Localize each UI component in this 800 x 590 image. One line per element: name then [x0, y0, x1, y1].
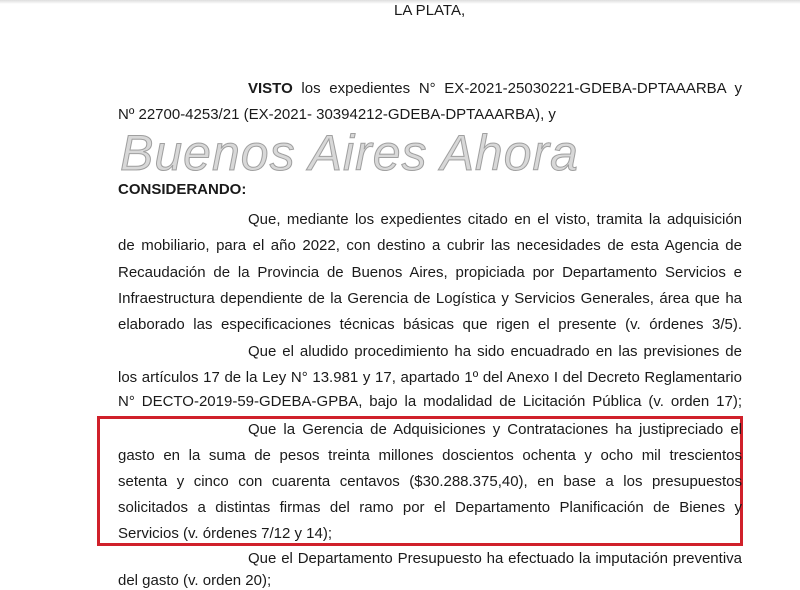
- highlighted-line: Servicios (v. órdenes 7/12 y 14);: [118, 525, 332, 542]
- paragraph-line: Que el aludido procedimiento ha sido encuadrado en las previsiones de: [248, 343, 742, 360]
- watermark: Buenos Aires Ahora: [120, 127, 579, 179]
- highlighted-line: setenta y cinco con cuarenta centavos ($30.288.375,40), en base a los presupuestos: [118, 473, 742, 490]
- visto-label: VISTO: [248, 80, 293, 97]
- paragraph-line: Que el Departamento Presupuesto ha efectuado la imputación preventiva: [248, 550, 742, 567]
- paragraph-line: Infraestructura dependiente de la Gerencia de Logística y Servicios Generales, área que ha: [118, 290, 742, 307]
- considerando-heading: CONSIDERANDO:: [118, 181, 247, 198]
- paragraph-line: Recaudación de la Provincia de Buenos Aires, propiciada por Departamento Servicios e: [118, 264, 742, 281]
- highlighted-line: Que la Gerencia de Adquisiciones y Contrataciones ha justipreciado el: [248, 421, 742, 438]
- highlighted-line: gasto en la suma de pesos treinta millones doscientos ochenta y ocho mil trescientos: [118, 447, 742, 464]
- paragraph-line: Que, mediante los expedientes citado en el visto, tramita la adquisición: [248, 211, 742, 228]
- city-heading: LA PLATA,: [394, 2, 466, 19]
- visto-line-2: Nº 22700-4253/21 (EX-2021- 30394212-GDEBA-DPTAAARBA), y: [118, 106, 556, 123]
- paragraph-line: N° DECTO-2019-59-GDEBA-GPBA, bajo la modalidad de Licitación Pública (v. orden 17);: [118, 393, 742, 410]
- paragraph-line: de mobiliario, para el año 2022, con destino a cubrir las necesidades de esta Agencia de: [118, 237, 742, 254]
- paragraph-line: elaborado las especificaciones técnicas básicas que rigen el presente (v. órdenes 3/5).: [118, 316, 742, 333]
- paragraph-line-cut: del gasto (v. orden 20);: [118, 572, 272, 589]
- highlighted-line: solicitados a distintas firmas del ramo por el Departamento Planificación de Bienes y: [118, 499, 742, 516]
- paragraph-line: los artículos 17 de la Ley N° 13.981 y 17, apartado 1º del Anexo I del Decreto Reglamentario: [118, 369, 742, 386]
- visto-text: los expedientes N° EX-2021-25030221-GDEBA-DPTAAARBA y: [301, 80, 742, 97]
- visto-line-1: [248, 80, 742, 98]
